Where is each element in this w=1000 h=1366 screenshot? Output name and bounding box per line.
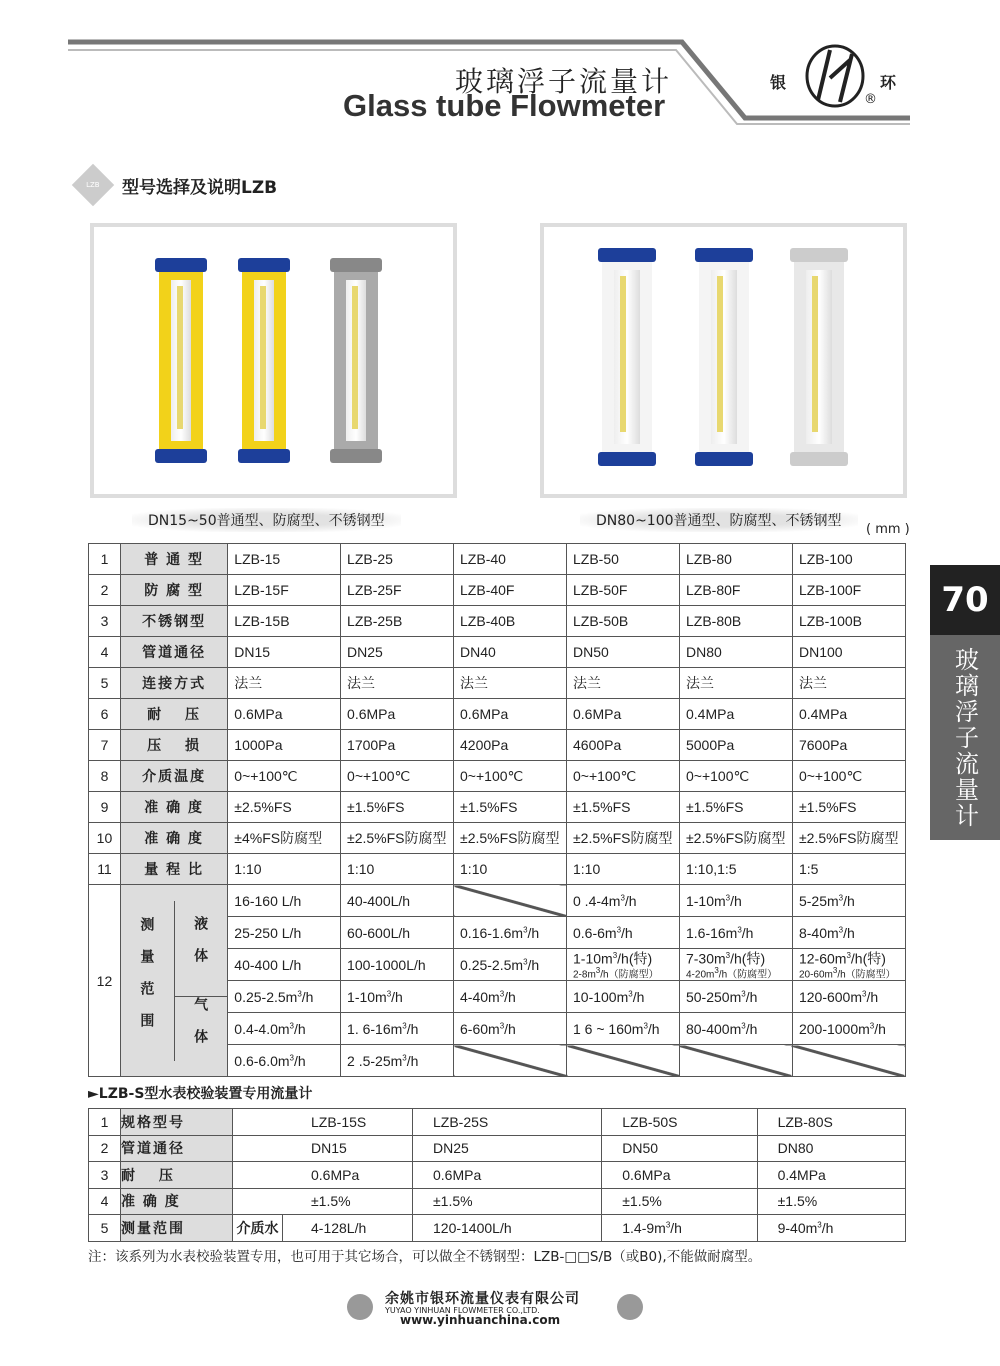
table-cell: 0~+100℃: [341, 761, 454, 792]
table-cell: LZB-100B: [792, 606, 905, 637]
table-row: [89, 637, 906, 668]
table-cell: LZB-50F: [567, 575, 680, 606]
table-cell: 0.4MPa: [792, 699, 905, 730]
table-cell: $0.6-6.0m^3/h$: [228, 1045, 341, 1077]
registered-mark: ®: [864, 92, 877, 107]
row-label: 防 腐 型: [120, 575, 227, 606]
table-cell: 100-1000L/h: [341, 949, 454, 981]
logo-text-left: 银: [770, 73, 787, 92]
table-cell: DN100: [792, 637, 905, 668]
table-cell: ±2.5%FS防腐型: [341, 823, 454, 854]
website-link[interactable]: www.yinhuanchina.com: [400, 1313, 561, 1327]
brand-logo: [760, 40, 910, 115]
table-cell: $200-1000m^3/h$: [792, 1013, 905, 1045]
table-cell: 法兰: [567, 668, 680, 699]
table-cell: 1:10: [454, 854, 567, 885]
table-cell: $9-40m^3/h$: [757, 1215, 905, 1242]
table-cell: 0~+100℃: [792, 761, 905, 792]
flowmeter-image: [155, 258, 207, 463]
table-cell: ±1.5%FS: [341, 792, 454, 823]
row-label: 准 确 度: [120, 792, 227, 823]
table-cell: 40-400 L/h: [228, 949, 341, 981]
empty-cell: [792, 1045, 905, 1077]
table-cell: 1700Pa: [341, 730, 454, 761]
table-cell: 0~+100℃: [228, 761, 341, 792]
table-cell: 0.6MPa: [228, 699, 341, 730]
table-cell: LZB-50: [567, 544, 680, 575]
model-spec-table: [88, 543, 906, 1077]
table-cell: 法兰: [341, 668, 454, 699]
flowmeter-image: [238, 258, 290, 463]
cell-subnote: $20-60m^3/h$（防腐型）: [798, 965, 896, 980]
table-row: [89, 1135, 906, 1162]
cell-subnote: $2-8m^3/h$（防腐型）: [573, 965, 659, 980]
table-cell: ±1.5%: [233, 1188, 413, 1215]
table-row: [89, 575, 906, 606]
row-number: 4: [89, 1188, 121, 1215]
row-number: 2: [89, 575, 121, 606]
table-cell: LZB-15B: [228, 606, 341, 637]
side-category-tab: 玻璃浮子流量计: [930, 635, 1000, 840]
section-badge-icon: LZB: [72, 164, 114, 206]
row-label: 规格型号: [121, 1109, 233, 1136]
row-number: 7: [89, 730, 121, 761]
table-cell: $80-400m^3/h$: [679, 1013, 792, 1045]
table-cell: $6-60m^3/h$: [454, 1013, 567, 1045]
table-cell: $1-10m^3/h$: [679, 885, 792, 917]
table-cell: ±1.5%FS: [679, 792, 792, 823]
flowmeter-image: [695, 248, 753, 466]
table-cell: $10-100m^3/h$: [567, 981, 680, 1013]
table-cell: 1 6 ~ $160m^3/h$: [567, 1013, 680, 1045]
row-label: 管道通径: [121, 1135, 233, 1162]
table-cell: $8-40m^3/h$: [792, 917, 905, 949]
table-cell: 0~+100℃: [679, 761, 792, 792]
row-number: 5: [89, 1215, 121, 1242]
row-label: 准 确 度: [121, 1188, 233, 1215]
table-cell: $0.6-6m^3/h$: [567, 917, 680, 949]
table-cell: 法兰: [228, 668, 341, 699]
row-label: 管道通径: [120, 637, 227, 668]
table-cell: DN25: [413, 1135, 602, 1162]
empty-cell: [454, 1045, 567, 1077]
row-number: 9: [89, 792, 121, 823]
table-cell: 1:10: [228, 854, 341, 885]
table-row: [89, 1215, 906, 1242]
section-heading: [78, 170, 277, 200]
table-cell: 2 $.5-25m^3/h$: [341, 1045, 454, 1077]
table-cell: LZB-25S: [413, 1109, 602, 1136]
table-cell: 40-400L/h: [341, 885, 454, 917]
table-row: [89, 1162, 906, 1189]
table-cell: DN40: [454, 637, 567, 668]
table-cell: 1:10: [567, 854, 680, 885]
row-number: 10: [89, 823, 121, 854]
table-cell: 0.4MPa: [757, 1162, 905, 1189]
row-label: 量 程 比: [120, 854, 227, 885]
row-label: 耐 压: [120, 699, 227, 730]
table-cell: $1.6-16m^3/h$: [679, 917, 792, 949]
table-cell: 0.4MPa: [679, 699, 792, 730]
table-cell: $0.4-4.0m^3/h$: [228, 1013, 341, 1045]
table-cell: $1-10m^3/h$: [341, 981, 454, 1013]
row-number: 2: [89, 1135, 121, 1162]
table-row: [89, 1109, 906, 1136]
table-cell: 4-128L/h: [311, 1220, 367, 1236]
table-row: [89, 730, 906, 761]
table-cell: LZB-40F: [454, 575, 567, 606]
table-cell: LZB-40: [454, 544, 567, 575]
table-cell: $50-250m^3/h$: [679, 981, 792, 1013]
row-number: 1: [89, 544, 121, 575]
table-row: [89, 699, 906, 730]
table-cell: 7600Pa: [792, 730, 905, 761]
table-cell: ±4%FS防腐型: [228, 823, 341, 854]
table-row: [89, 668, 906, 699]
table-cell: LZB-80F: [679, 575, 792, 606]
table-cell: $7-30m^3/h$(特) $4-20m^3/h$（防腐型）: [679, 949, 792, 981]
table-row: [89, 885, 906, 917]
table-cell: ±1.5%FS: [567, 792, 680, 823]
table-cell: $0.25-2.5m^3/h$: [454, 949, 567, 981]
table-row: [89, 606, 906, 637]
medium-label: 介质水: [233, 1215, 283, 1241]
table-cell: ±2.5%FS: [228, 792, 341, 823]
row-label: 准 确 度: [120, 823, 227, 854]
table-cell: ±1.5%: [602, 1188, 757, 1215]
cell-subnote: $4-20m^3/h$（防腐型）: [685, 965, 778, 980]
page-title-en: Glass tube Flowmeter: [343, 88, 666, 123]
unit-label: ( mm ): [866, 522, 910, 537]
row-label: 压 损: [120, 730, 227, 761]
row-label: 耐 压: [121, 1162, 233, 1189]
footer-disc-left-icon: [347, 1294, 373, 1320]
table-row: [89, 761, 906, 792]
table-cell: DN80: [679, 637, 792, 668]
table-cell: LZB-80S: [757, 1109, 905, 1136]
table-cell: DN25: [341, 637, 454, 668]
row-number: 3: [89, 1162, 121, 1189]
table-cell: DN80: [757, 1135, 905, 1162]
table-row: [89, 1188, 906, 1215]
table-cell: ±1.5%: [757, 1188, 905, 1215]
table-cell: $12-60m^3/h$(特) $20-60m^3/h$（防腐型）: [792, 949, 905, 981]
row-number: 3: [89, 606, 121, 637]
table-cell: LZB-40B: [454, 606, 567, 637]
footer: [345, 1290, 645, 1330]
table-cell: 120-1400L/h: [413, 1215, 602, 1242]
table-cell: 0~+100℃: [567, 761, 680, 792]
table-row: [89, 854, 906, 885]
page-number-tab: 70: [930, 565, 1000, 635]
footnote: 注：该系列为水表校验装置专用，也可用于其它场合，可以做全不锈钢型：LZB-□□S/B（或B0),不能做耐腐型。: [88, 1249, 762, 1265]
table-cell: 4600Pa: [567, 730, 680, 761]
table-cell: 0.6MPa: [567, 699, 680, 730]
table-cell: 16-160 L/h: [228, 885, 341, 917]
empty-cell: [567, 1045, 680, 1077]
table-cell: 法兰: [454, 668, 567, 699]
table-row: [89, 544, 906, 575]
row-number: 1: [89, 1109, 121, 1136]
table-cell: DN15: [228, 637, 341, 668]
arrow-icon: ►: [88, 1086, 99, 1102]
table-cell: LZB-100F: [792, 575, 905, 606]
row-label: 介质温度: [120, 761, 227, 792]
table-cell: ±2.5%FS防腐型: [679, 823, 792, 854]
row-number: 6: [89, 699, 121, 730]
table-cell: DN50: [602, 1135, 757, 1162]
table-cell: 0 $.4-4m^3/h$: [567, 885, 680, 917]
table-cell: $5-25m^3/h$: [792, 885, 905, 917]
table-cell: ±2.5%FS防腐型: [567, 823, 680, 854]
flowmeter-image: [330, 258, 382, 463]
row-number: 4: [89, 637, 121, 668]
row-label: 连接方式: [120, 668, 227, 699]
table-cell: 1:5: [792, 854, 905, 885]
table-row: [89, 792, 906, 823]
table-cell: ±1.5%FS: [454, 792, 567, 823]
table-cell: 法兰: [679, 668, 792, 699]
table-cell: $0.16-1.6m^3/h$: [454, 917, 567, 949]
row-label: 普 通 型: [120, 544, 227, 575]
table-cell: $4-40m^3/h$: [454, 981, 567, 1013]
empty-cell: [454, 885, 567, 917]
table-cell: 1:10,1:5: [679, 854, 792, 885]
table-cell: 60-600L/h: [341, 917, 454, 949]
row-label: 测量范围: [121, 1215, 233, 1242]
table-cell: LZB-50S: [602, 1109, 757, 1136]
table-cell: 0.6MPa: [341, 699, 454, 730]
table-cell: ±2.5%FS防腐型: [454, 823, 567, 854]
section-title: 型号选择及说明LZB: [122, 177, 278, 198]
table-cell: 1:10: [341, 854, 454, 885]
footer-disc-right-icon: [617, 1294, 643, 1320]
table-cell: ±1.5%FS: [792, 792, 905, 823]
table-cell: 5000Pa: [679, 730, 792, 761]
table-cell: 1. $6-16m^3/h$: [341, 1013, 454, 1045]
flowmeter-image: [598, 248, 656, 466]
row-number: 5: [89, 668, 121, 699]
table2-heading: ►LZB-S型水表校验装置专用流量计: [88, 1086, 313, 1102]
lzb-s-spec-table: [88, 1108, 906, 1242]
table-cell: $1.4-9m^3/h$: [602, 1215, 757, 1242]
table-cell: LZB-80B: [679, 606, 792, 637]
table-cell: LZB-25F: [341, 575, 454, 606]
table-cell: LZB-100: [792, 544, 905, 575]
table-cell: LZB-15S: [233, 1109, 413, 1136]
table-cell: DN15: [233, 1135, 413, 1162]
table-cell: 1000Pa: [228, 730, 341, 761]
table-cell: 25-250 L/h: [228, 917, 341, 949]
table-cell: LZB-15: [228, 544, 341, 575]
table-cell: LZB-15F: [228, 575, 341, 606]
table-cell: 0.6MPa: [602, 1162, 757, 1189]
table-cell: 法兰: [792, 668, 905, 699]
table-cell: $0.25-2.5m^3/h$: [228, 981, 341, 1013]
table-cell: 4200Pa: [454, 730, 567, 761]
page-title-cn: 玻璃浮子流量计: [455, 65, 673, 98]
table-cell: 0~+100℃: [454, 761, 567, 792]
table-cell: DN50: [567, 637, 680, 668]
table-cell: ±1.5%: [413, 1188, 602, 1215]
table-row: [89, 823, 906, 854]
table-cell: 0.6MPa: [454, 699, 567, 730]
table-cell: LZB-25B: [341, 606, 454, 637]
logo-mark-icon: [800, 40, 870, 115]
flowmeter-image: [790, 248, 848, 466]
empty-cell: [679, 1045, 792, 1077]
table-cell: LZB-50B: [567, 606, 680, 637]
row-number: 8: [89, 761, 121, 792]
table-cell: LZB-25: [341, 544, 454, 575]
company-name-cn: 余姚市银环流量仪表有限公司: [385, 1291, 580, 1307]
company-name-en: YUYAO YINHUAN FLOWMETER CO.,LTD.: [385, 1306, 540, 1315]
photo-caption-small: DN15~50普通型、防腐型、不锈钢型: [132, 508, 401, 532]
table-cell: $1-10m^3/h$(特) $2-8m^3/h$（防腐型）: [567, 949, 680, 981]
row-number: 12: [89, 885, 121, 1077]
row-number: 11: [89, 854, 121, 885]
table-cell: LZB-80: [679, 544, 792, 575]
range-label: 测量范围 液体 气体: [120, 885, 227, 1077]
logo-text-right: 环: [880, 73, 897, 92]
table-cell: 0.6MPa: [413, 1162, 602, 1189]
table-cell: 0.6MPa: [233, 1162, 413, 1189]
table-cell: ±2.5%FS防腐型: [792, 823, 905, 854]
photo-caption-large: DN80~100普通型、防腐型、不锈钢型: [580, 508, 858, 532]
table-cell: $120-600m^3/h$: [792, 981, 905, 1013]
row-label: 不锈钢型: [120, 606, 227, 637]
